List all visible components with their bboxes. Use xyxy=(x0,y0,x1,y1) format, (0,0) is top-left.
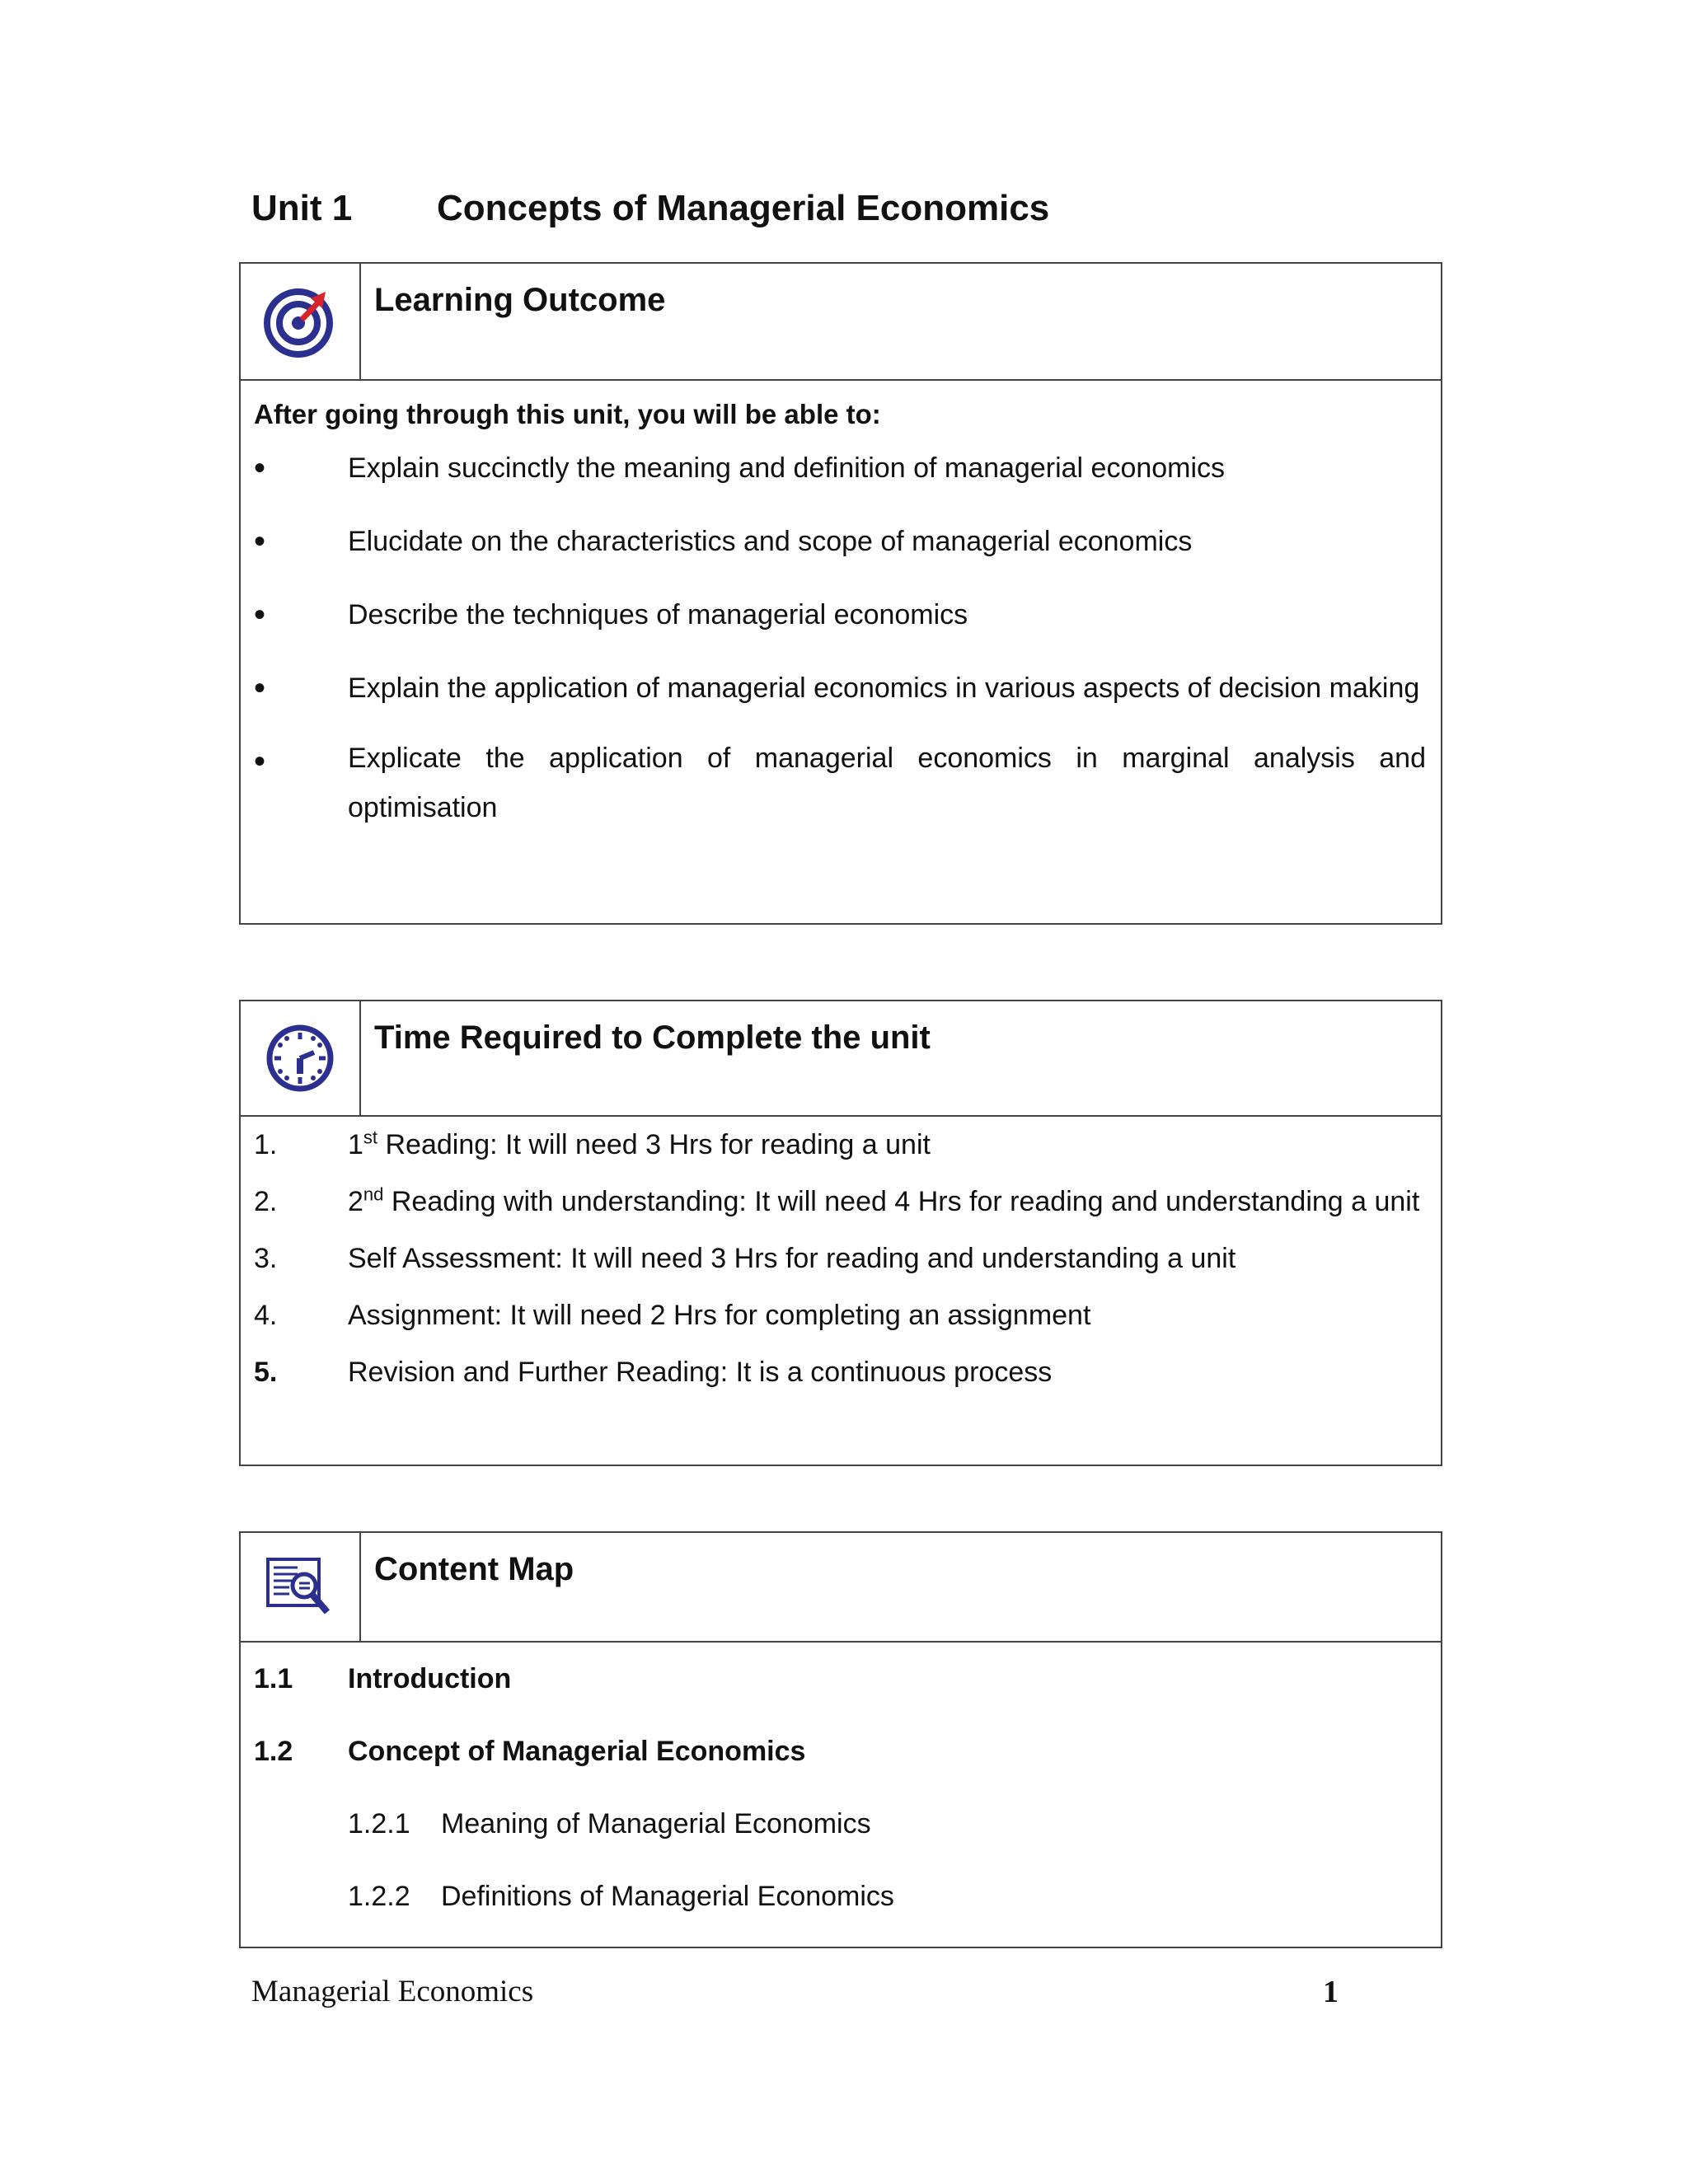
time-required-title: Time Required to Complete the unit xyxy=(374,1019,931,1056)
list-item: 5. Revision and Further Reading: It is a continuous process xyxy=(254,1357,1053,1388)
content-map-body xyxy=(241,1643,1441,1933)
list-item: 1.2.1 Meaning of Managerial Economics xyxy=(348,1807,871,1840)
list-item: 3. Self Assessment: It will need 3 Hrs for reading and understanding a unit xyxy=(254,1243,1236,1274)
learning-outcome-body xyxy=(241,399,1441,832)
list-item: 2. 2nd Reading with understanding: It will need 4 Hrs for reading and understanding a unit xyxy=(254,1183,1420,1217)
page-number: 1 xyxy=(1323,1975,1339,2009)
list-item: • Describe the techniques of managerial economics xyxy=(254,587,1426,643)
bullet-icon: • xyxy=(254,450,266,486)
time-required-header xyxy=(241,1001,1441,1117)
learning-outcome-icon-cell xyxy=(241,264,361,379)
bullet-icon: • xyxy=(254,523,266,560)
content-map-box xyxy=(239,1531,1442,1948)
bullet-icon: • xyxy=(254,743,266,780)
learning-outcome-box xyxy=(239,262,1442,925)
footer-title: Managerial Economics xyxy=(251,1975,534,2008)
list-item: • Explain the application of managerial economics in various aspects of decision making xyxy=(254,660,1426,716)
time-required-body xyxy=(241,1117,1441,1401)
unit-heading xyxy=(251,188,1049,229)
learning-outcome-title: Learning Outcome xyxy=(374,282,666,318)
learning-outcome-list xyxy=(254,440,1426,832)
target-icon xyxy=(263,284,337,359)
unit-title: Concepts of Managerial Economics xyxy=(437,188,1050,228)
list-item: • Explain succinctly the meaning and definition of managerial economics xyxy=(254,440,1426,496)
content-map-header xyxy=(241,1533,1441,1643)
content-map-title: Content Map xyxy=(374,1551,574,1587)
list-item: 4. Assignment: It will need 2 Hrs for completing an assignment xyxy=(254,1300,1091,1331)
time-required-box xyxy=(239,1000,1442,1466)
list-item: 1.2.2 Definitions of Managerial Economics xyxy=(348,1880,894,1912)
list-item: 1.2 Concept of Managerial Economics xyxy=(254,1735,806,1767)
learning-outcome-header xyxy=(241,264,1441,381)
bullet-icon: • xyxy=(254,597,266,633)
content-map-icon-cell xyxy=(241,1533,361,1641)
time-required-icon-cell xyxy=(241,1001,361,1115)
clock-icon xyxy=(265,1023,335,1094)
learning-outcome-intro: After going through this unit, you will be able to: xyxy=(254,399,881,429)
list-item: • Explicate the application of managerial economics in marginal analysis and optimisation xyxy=(254,733,1426,832)
document-search-icon xyxy=(265,1556,335,1619)
list-item: 1. 1st Reading: It will need 3 Hrs for reading a unit xyxy=(254,1127,931,1160)
unit-number: Unit 1 xyxy=(251,188,353,228)
bullet-icon: • xyxy=(254,670,266,706)
list-item: • Elucidate on the characteristics and scope of managerial economics xyxy=(254,513,1426,569)
list-item: 1.1 Introduction xyxy=(254,1662,512,1694)
